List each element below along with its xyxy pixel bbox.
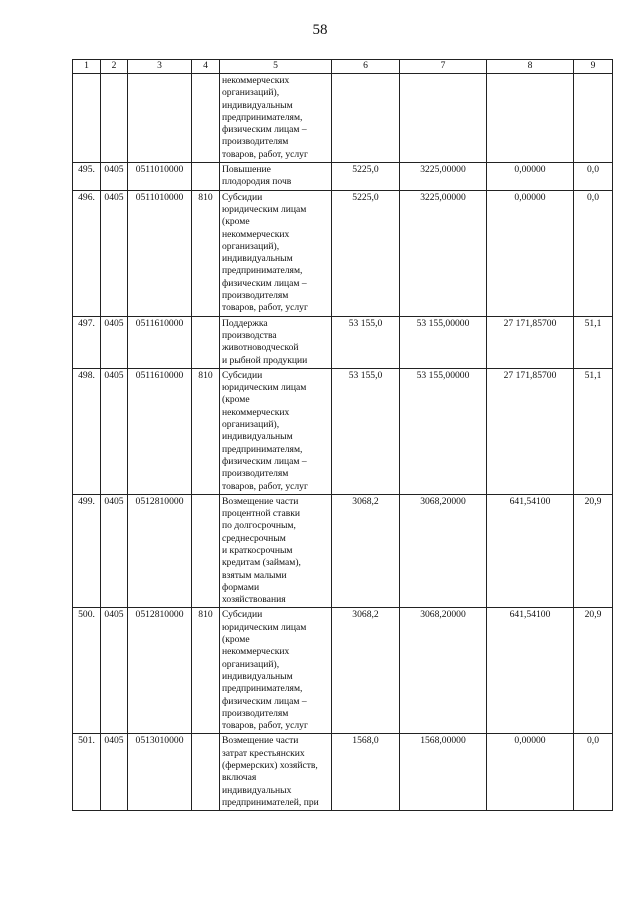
approved-amount-cell: 5225,0 <box>332 190 400 316</box>
approved-amount-cell: 5225,0 <box>332 163 400 191</box>
table-row <box>73 494 613 608</box>
table-row <box>73 608 613 734</box>
row-number-cell: 500. <box>73 608 101 734</box>
approved-amount-cell <box>332 74 400 163</box>
target-code-cell <box>128 74 192 163</box>
description-cell: Возмещение части затрат крестьянских (фермерских) хозяйств, включая индивидуальных предпринимателей, при <box>220 734 332 811</box>
section-code-cell: 0405 <box>101 608 128 734</box>
row-number-cell: 499. <box>73 494 101 608</box>
target-code-cell: 0511610000 <box>128 368 192 494</box>
expense-type-cell <box>192 494 220 608</box>
expense-type-cell: 810 <box>192 190 220 316</box>
column-header: 5 <box>220 60 332 74</box>
section-code-cell: 0405 <box>101 190 128 316</box>
row-number-cell: 498. <box>73 368 101 494</box>
executed-amount-cell: 0,00000 <box>487 734 574 811</box>
execution-percent-cell: 51,1 <box>574 368 613 494</box>
execution-percent-cell: 20,9 <box>574 494 613 608</box>
row-number-cell: 497. <box>73 316 101 368</box>
target-code-cell: 0512810000 <box>128 494 192 608</box>
expense-type-cell <box>192 74 220 163</box>
expense-type-cell <box>192 163 220 191</box>
description-cell: Субсидии юридическим лицам (кроме некоммерческих организаций), индивидуальным предпринимателям, физическим лицам – производителям товаров, работ, услуг <box>220 608 332 734</box>
executed-amount-cell: 0,00000 <box>487 163 574 191</box>
description-cell: Субсидии юридическим лицам (кроме некоммерческих организаций), индивидуальным предпринимателям, физическим лицам – производителям товаров, работ, услуг <box>220 190 332 316</box>
column-header: 4 <box>192 60 220 74</box>
column-header: 3 <box>128 60 192 74</box>
row-number-cell <box>73 74 101 163</box>
table-row <box>73 163 613 191</box>
planned-amount-cell: 1568,00000 <box>400 734 487 811</box>
description-cell: некоммерческих организаций), индивидуальным предпринимателям, физическим лицам – производителям товаров, работ, услуг <box>220 74 332 163</box>
description-cell: Повышение плодородия почв <box>220 163 332 191</box>
execution-percent-cell <box>574 74 613 163</box>
table-row <box>73 74 613 163</box>
budget-table <box>72 59 613 811</box>
planned-amount-cell: 53 155,00000 <box>400 368 487 494</box>
description-cell: Возмещение части процентной ставки по долгосрочным, среднесрочным и краткосрочным кредитам (займам), взятым малыми формами хозяйствования <box>220 494 332 608</box>
planned-amount-cell: 3068,20000 <box>400 608 487 734</box>
execution-percent-cell: 0,0 <box>574 190 613 316</box>
expense-type-cell: 810 <box>192 368 220 494</box>
table-body <box>73 74 613 811</box>
executed-amount-cell: 0,00000 <box>487 190 574 316</box>
approved-amount-cell: 3068,2 <box>332 494 400 608</box>
section-code-cell: 0405 <box>101 316 128 368</box>
row-number-cell: 501. <box>73 734 101 811</box>
table-row <box>73 368 613 494</box>
row-number-cell: 496. <box>73 190 101 316</box>
approved-amount-cell: 53 155,0 <box>332 316 400 368</box>
page-number: 58 <box>312 22 328 38</box>
execution-percent-cell: 51,1 <box>574 316 613 368</box>
planned-amount-cell: 53 155,00000 <box>400 316 487 368</box>
section-code-cell: 0405 <box>101 734 128 811</box>
target-code-cell: 0511010000 <box>128 190 192 316</box>
column-header: 6 <box>332 60 400 74</box>
section-code-cell <box>101 74 128 163</box>
target-code-cell: 0512810000 <box>128 608 192 734</box>
executed-amount-cell: 27 171,85700 <box>487 368 574 494</box>
description-cell: Субсидии юридическим лицам (кроме некоммерческих организаций), индивидуальным предпринимателям, физическим лицам – производителям товаров, работ, услуг <box>220 368 332 494</box>
planned-amount-cell: 3068,20000 <box>400 494 487 608</box>
execution-percent-cell: 20,9 <box>574 608 613 734</box>
executed-amount-cell: 641,54100 <box>487 608 574 734</box>
column-header: 8 <box>487 60 574 74</box>
executed-amount-cell: 27 171,85700 <box>487 316 574 368</box>
target-code-cell: 0513010000 <box>128 734 192 811</box>
header-row <box>73 60 613 74</box>
target-code-cell: 0511610000 <box>128 316 192 368</box>
section-code-cell: 0405 <box>101 494 128 608</box>
execution-percent-cell: 0,0 <box>574 163 613 191</box>
row-number-cell: 495. <box>73 163 101 191</box>
column-header: 1 <box>73 60 101 74</box>
executed-amount-cell: 641,54100 <box>487 494 574 608</box>
executed-amount-cell <box>487 74 574 163</box>
expense-type-cell: 810 <box>192 608 220 734</box>
description-cell: Поддержка производства животноводческой и рыбной продукции <box>220 316 332 368</box>
approved-amount-cell: 3068,2 <box>332 608 400 734</box>
expense-type-cell <box>192 734 220 811</box>
approved-amount-cell: 1568,0 <box>332 734 400 811</box>
section-code-cell: 0405 <box>101 163 128 191</box>
approved-amount-cell: 53 155,0 <box>332 368 400 494</box>
table-row <box>73 190 613 316</box>
target-code-cell: 0511010000 <box>128 163 192 191</box>
column-header: 7 <box>400 60 487 74</box>
column-header: 9 <box>574 60 613 74</box>
execution-percent-cell: 0,0 <box>574 734 613 811</box>
column-header: 2 <box>101 60 128 74</box>
table-row <box>73 316 613 368</box>
planned-amount-cell: 3225,00000 <box>400 163 487 191</box>
section-code-cell: 0405 <box>101 368 128 494</box>
planned-amount-cell: 3225,00000 <box>400 190 487 316</box>
planned-amount-cell <box>400 74 487 163</box>
expense-type-cell <box>192 316 220 368</box>
table-row <box>73 734 613 811</box>
